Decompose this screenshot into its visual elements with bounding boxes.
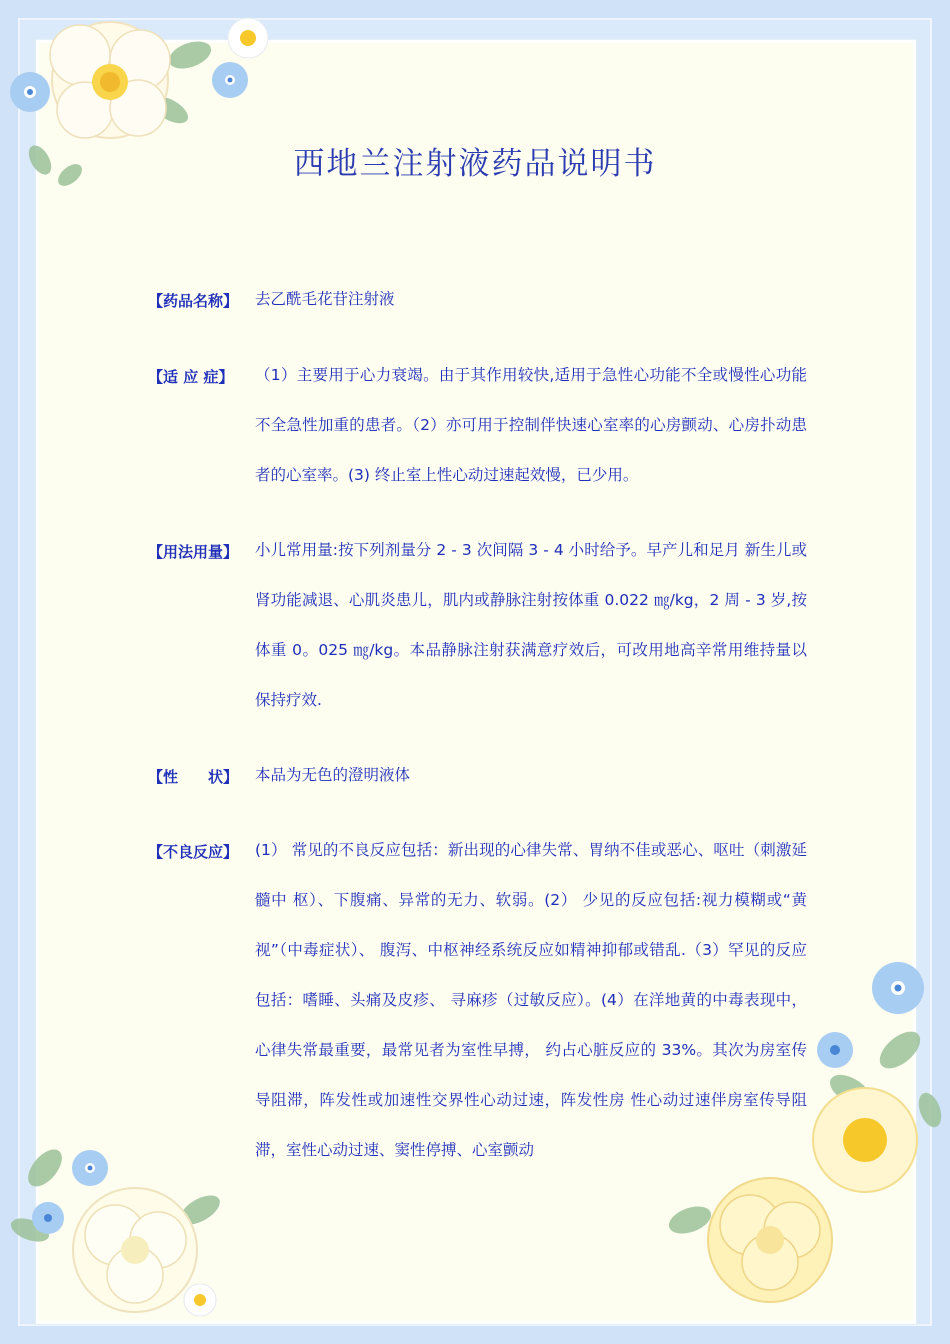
yellow-rose-icon xyxy=(708,1178,832,1302)
daisy-icon xyxy=(813,1088,917,1192)
section-properties xyxy=(148,766,828,806)
section-label: 【不良反应】 xyxy=(148,843,239,861)
white-rose-icon xyxy=(50,22,170,138)
section-drug-name xyxy=(148,290,828,330)
document-title: 西地兰注射液药品说明书 xyxy=(293,146,657,182)
section-label: 【用法用量】 xyxy=(148,543,239,561)
section-label: 【性 状】 xyxy=(148,768,239,786)
section-label: 【药品名称】 xyxy=(148,292,239,310)
section-content: 本品为无色的澄明液体 xyxy=(255,766,411,784)
section-adverse-reactions xyxy=(148,841,828,1171)
white-rose-icon xyxy=(73,1188,197,1312)
section-content: 去乙酰毛花苷注射液 xyxy=(255,290,395,308)
daisy-icon xyxy=(184,1284,216,1316)
section-content: （1）主要用于心力衰竭。由于其作用较快,适用于急性心功能不全或慢性心功能不全急性加重的患者。（2）亦可用于控制伴快速心室率的心房颤动、心房扑动患者的心室率。(3) 终止室上性心动过速起效慢，已少用。 xyxy=(255,366,807,484)
section-label: 【适 应 症】 xyxy=(148,368,234,386)
daisy-icon xyxy=(228,18,268,58)
section-content: 小儿常用量:按下列剂量分 2 - 3 次间隔 3 - 4 小时给予。早产儿和足月 新生儿或肾功能减退、心肌炎患儿，肌内或静脉注射按体重 0.022 ㎎/kg，2 周 - 3 岁,按 体重 0。025 ㎎/kg。本品静脉注射获满意疗效后，可改用地高辛常用维持量以保持疗效. xyxy=(255,541,807,709)
section-content: (1） 常见的不良反应包括：新出现的心律失常、胃纳不佳或恶心、呕吐（刺激延髓中 枢）、下腹痛、异常的无力、软弱。(2） 少见的反应包括:视力模糊或“黄视”（中毒症状）、 腹泻、中枢神经系统反应如精神抑郁或错乱.（3）罕见的反应包括：嗜睡、头痛及皮疹、 寻麻疹（过敏反应）。(4）在洋地黄的中毒表现中，心律失常最重要，最常见者为室性早搏， 约占心脏反应的 33%。其次为房室传导阻滞，阵发性或加速性交界性心动过速，阵发性房 性心动过速伴房室传导阻滞，室性心动过速、窦性停搏、心室颤动 xyxy=(255,841,807,1159)
section-dosage xyxy=(148,541,828,731)
section-indications xyxy=(148,366,828,506)
